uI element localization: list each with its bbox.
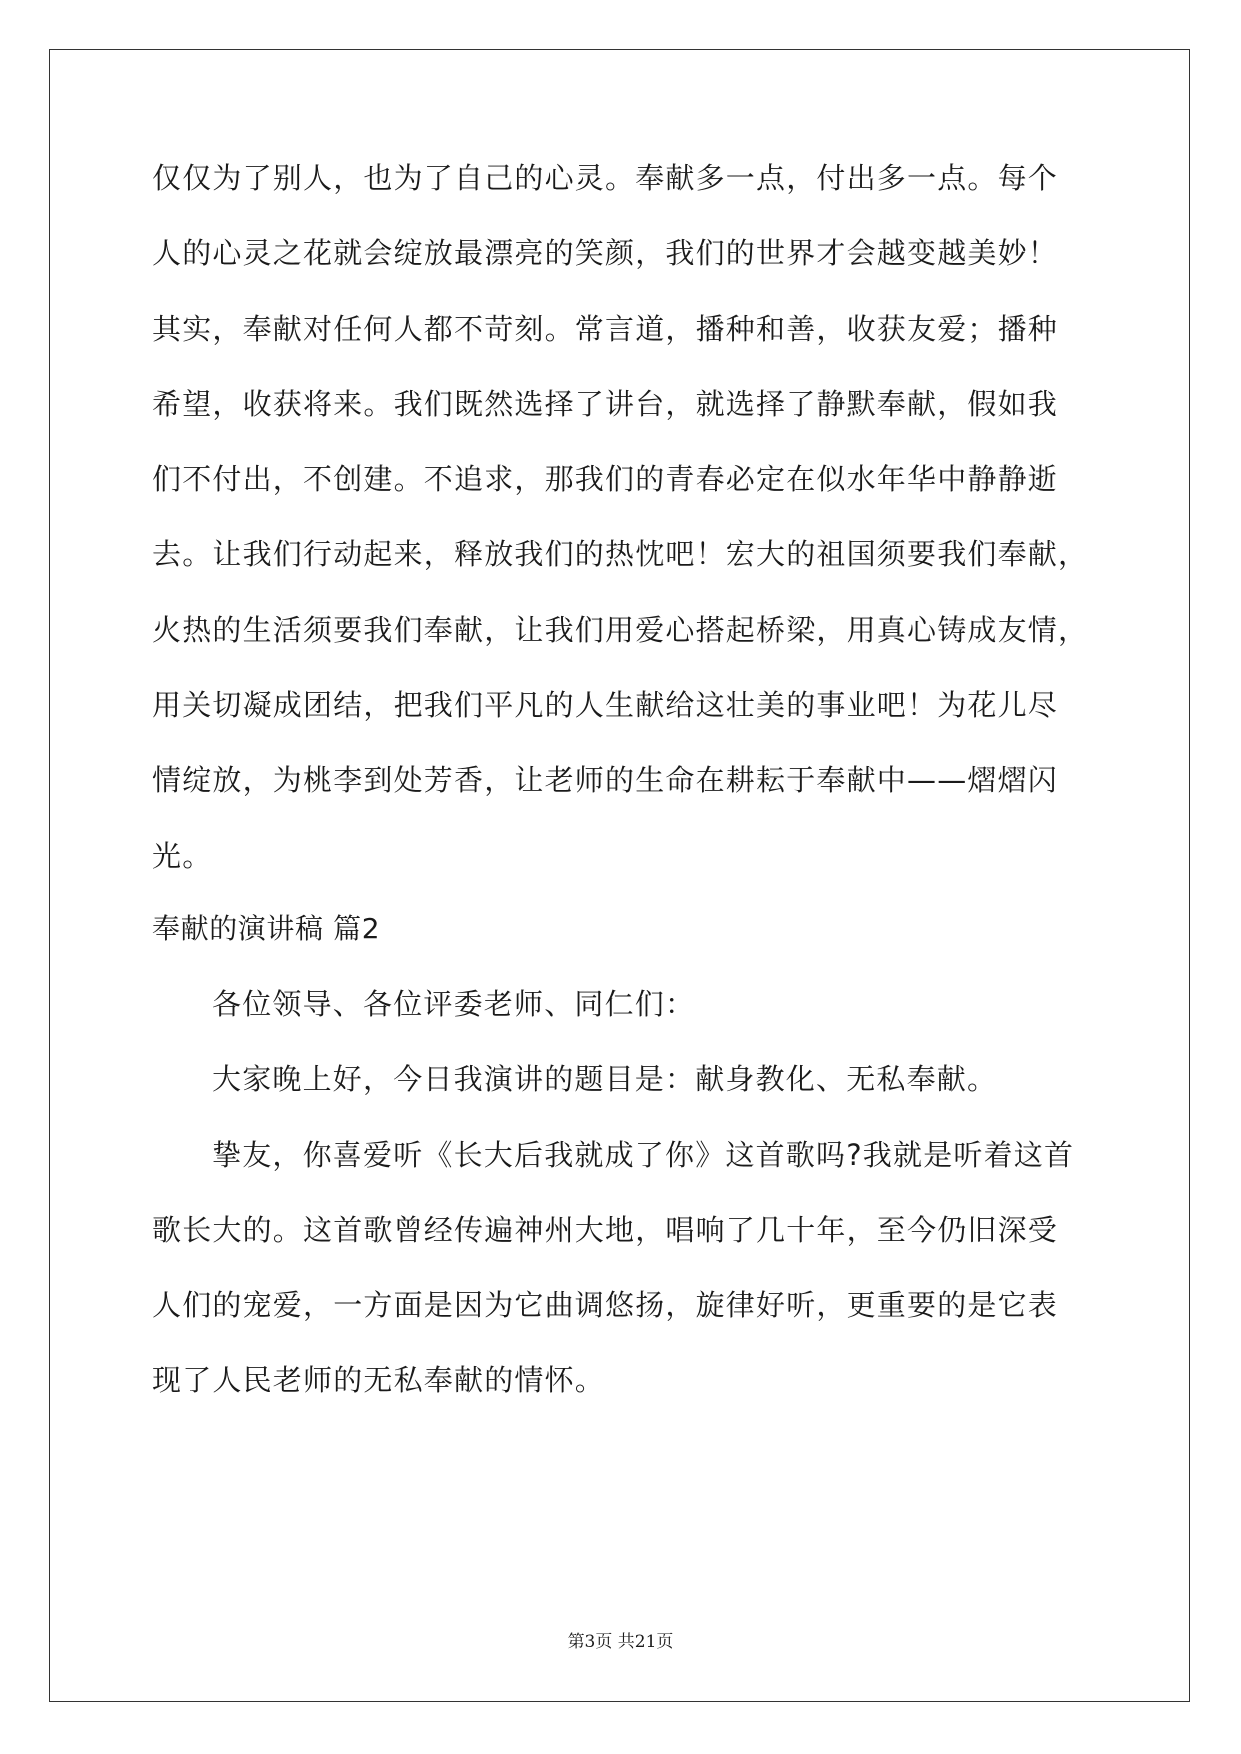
text-line: 现了人民老师的无私奉献的情怀。 [152,1363,606,1397]
section-heading: 奉献的演讲稿 篇2 [152,912,381,945]
text-line: 仅仅为了别人，也为了自己的心灵。奉献多一点，付出多一点。每个 [152,161,1059,195]
text-line: 去。让我们行动起来，释放我们的热忱吧！宏大的祖国须要我们奉献， [152,537,1089,571]
text-line: 希望，收获将来。我们既然选择了讲台，就选择了静默奉献，假如我 [152,387,1059,421]
text-line: 们不付出，不创建。不追求，那我们的青春必定在似水年华中静静逝 [152,462,1059,496]
text-line: 人们的宠爱，一方面是因为它曲调悠扬，旋律好听，更重要的是它表 [152,1288,1059,1322]
text-line: 火热的生活须要我们奉献，让我们用爱心搭起桥梁，用真心铸成友情， [152,613,1089,647]
intro-line: 大家晚上好，今日我演讲的题目是：献身教化、无私奉献。 [212,1062,998,1096]
text-line: 用关切凝成团结，把我们平凡的人生献给这壮美的事业吧！为花儿尽 [152,688,1059,722]
text-line: 挚友，你喜爱听《长大后我就成了你》这首歌吗?我就是听着这首 [212,1138,1075,1172]
text-line: 光。 [152,839,213,873]
text-line: 其实，奉献对任何人都不苛刻。常言道，播种和善，收获友爱；播种 [152,312,1059,346]
page-number-footer: 第3页 共21页 [567,1632,674,1652]
text-line: 人的心灵之花就会绽放最漂亮的笑颜，我们的世界才会越变越美妙！ [152,236,1059,270]
text-line: 情绽放，为桃李到处芳香，让老师的生命在耕耘于奉献中——熠熠闪 [152,763,1059,797]
text-line: 歌长大的。这首歌曾经传遍神州大地，唱响了几十年，至今仍旧深受 [152,1213,1059,1247]
greeting: 各位领导、各位评委老师、同仁们： [212,987,696,1021]
page-border [49,49,1190,1702]
